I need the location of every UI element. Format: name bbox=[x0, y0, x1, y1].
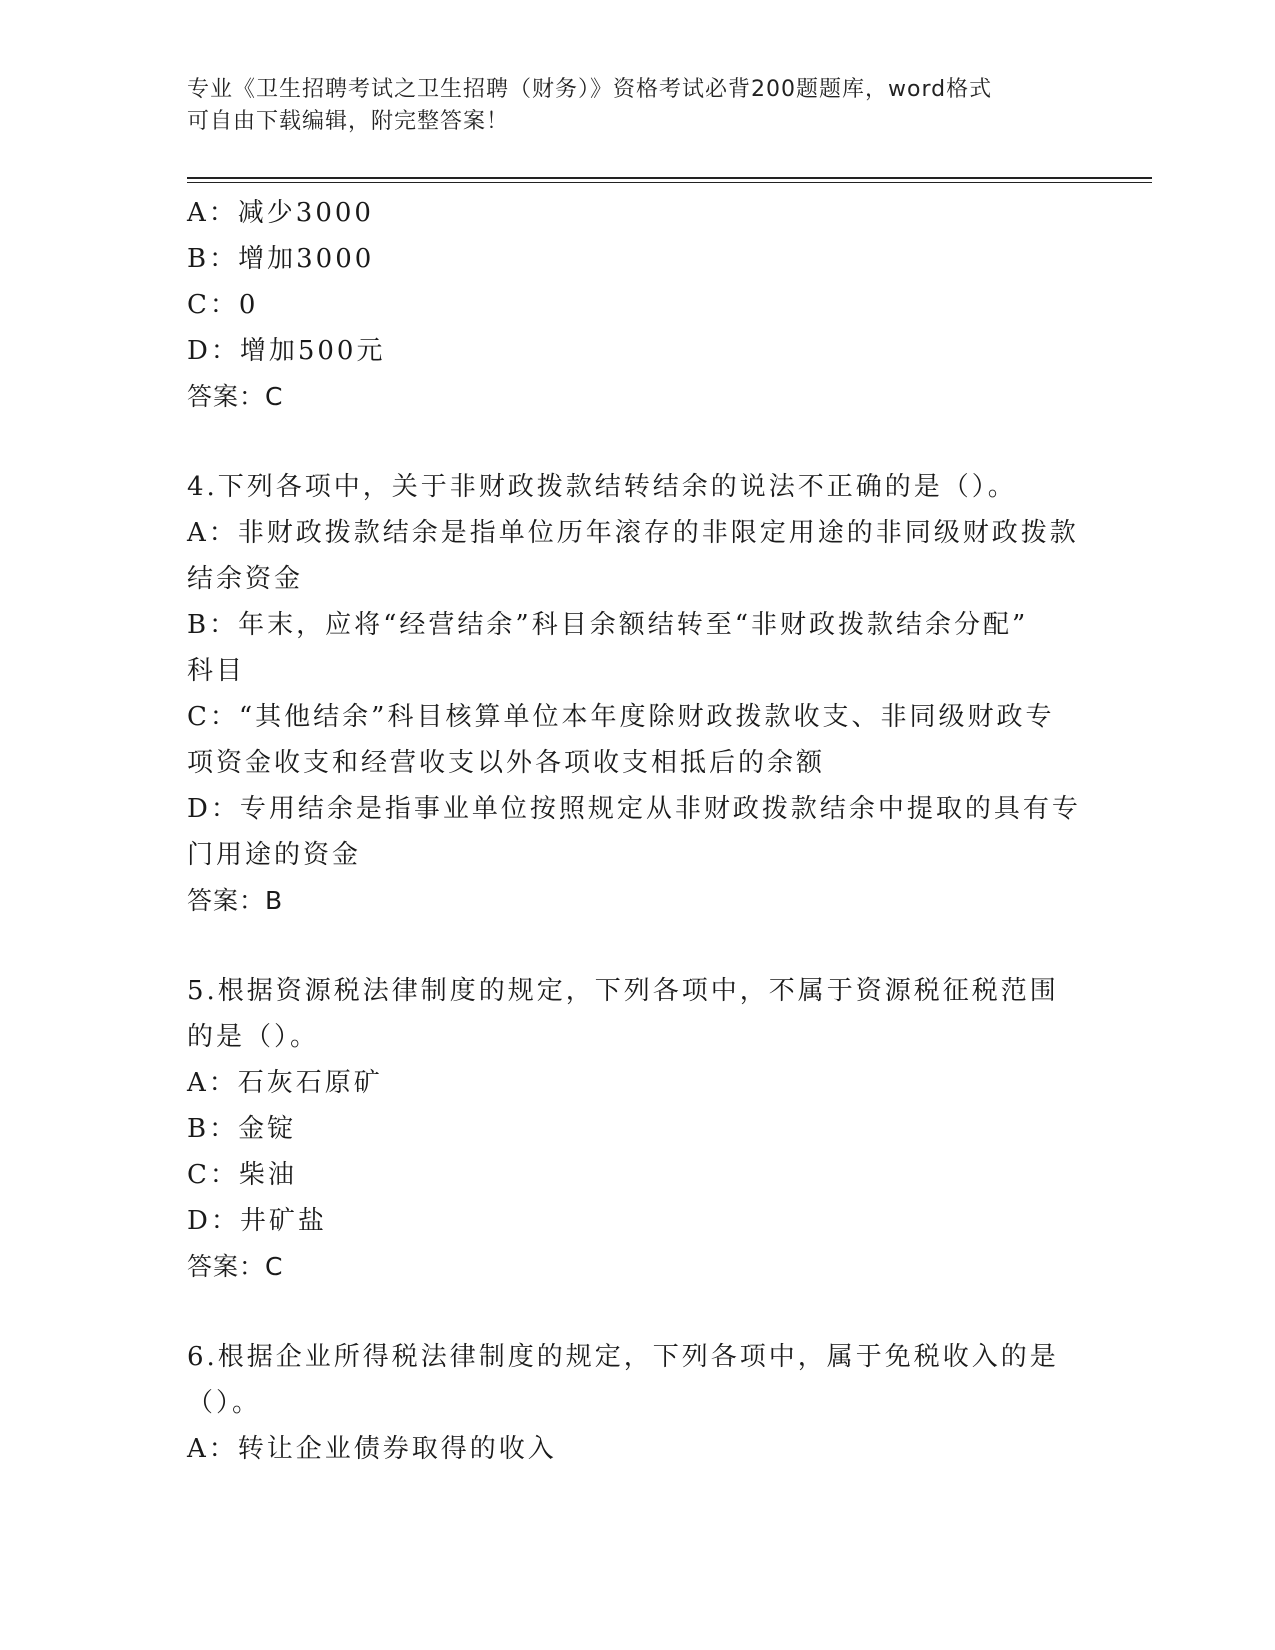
option-c-cont: 项资金收支和经营收支以外各项收支相抵后的余额 bbox=[187, 748, 826, 778]
option-b: B：年末，应将“经营结余”科目余额结转至“非财政拨款结余分配” bbox=[187, 610, 1029, 640]
question-5 bbox=[187, 968, 1087, 1290]
question-stem: 4.下列各项中，关于非财政拨款结转结余的说法不正确的是（）。 bbox=[187, 472, 1017, 502]
header-line-2: 可自由下载编辑，附完整答案！ bbox=[187, 109, 510, 134]
option-d: D：专用结余是指事业单位按照规定从非财政拨款结余中提取的具有专 bbox=[187, 794, 1081, 824]
header-rule-thick bbox=[187, 177, 1152, 179]
question-stem: 6.根据企业所得税法律制度的规定，下列各项中，属于免税收入的是 bbox=[187, 1342, 1059, 1372]
question-6 bbox=[187, 1334, 1087, 1472]
answer: 答案：B bbox=[187, 886, 284, 915]
question-3 bbox=[187, 190, 1087, 420]
option-a: A：转让企业债券取得的收入 bbox=[187, 1434, 557, 1464]
header-rule-thin bbox=[187, 182, 1152, 183]
option-c: C：0 bbox=[187, 290, 259, 320]
option-a: A：石灰石原矿 bbox=[187, 1068, 383, 1098]
answer: 答案：C bbox=[187, 382, 284, 411]
answer: 答案：C bbox=[187, 1252, 284, 1281]
option-a: A：减少3000 bbox=[187, 198, 374, 228]
question-stem-cont: 的是（）。 bbox=[187, 1022, 320, 1052]
option-c: C：柴油 bbox=[187, 1160, 297, 1190]
option-b: B：金锭 bbox=[187, 1114, 297, 1144]
option-d-cont: 门用途的资金 bbox=[187, 840, 362, 870]
question-stem: 5.根据资源税法律制度的规定，下列各项中，不属于资源税征税范围 bbox=[187, 976, 1059, 1006]
option-b-cont: 科目 bbox=[187, 656, 246, 686]
header-line-1: 专业《卫生招聘考试之卫生招聘（财务）》资格考试必背200题题库，word格式 bbox=[187, 77, 993, 102]
option-b: B：增加3000 bbox=[187, 244, 375, 274]
option-a-cont: 结余资金 bbox=[187, 564, 304, 594]
document-header bbox=[187, 74, 1067, 138]
option-c: C：“其他结余”科目核算单位本年度除财政拨款收支、非同级财政专 bbox=[187, 702, 1055, 732]
question-4 bbox=[187, 464, 1087, 924]
option-a: A：非财政拨款结余是指单位历年滚存的非限定用途的非同级财政拨款 bbox=[187, 518, 1079, 548]
option-d: D：井矿盐 bbox=[187, 1206, 327, 1236]
option-d: D：增加500元 bbox=[187, 336, 386, 366]
question-list bbox=[187, 190, 1087, 1472]
question-stem-cont: （）。 bbox=[187, 1388, 262, 1418]
